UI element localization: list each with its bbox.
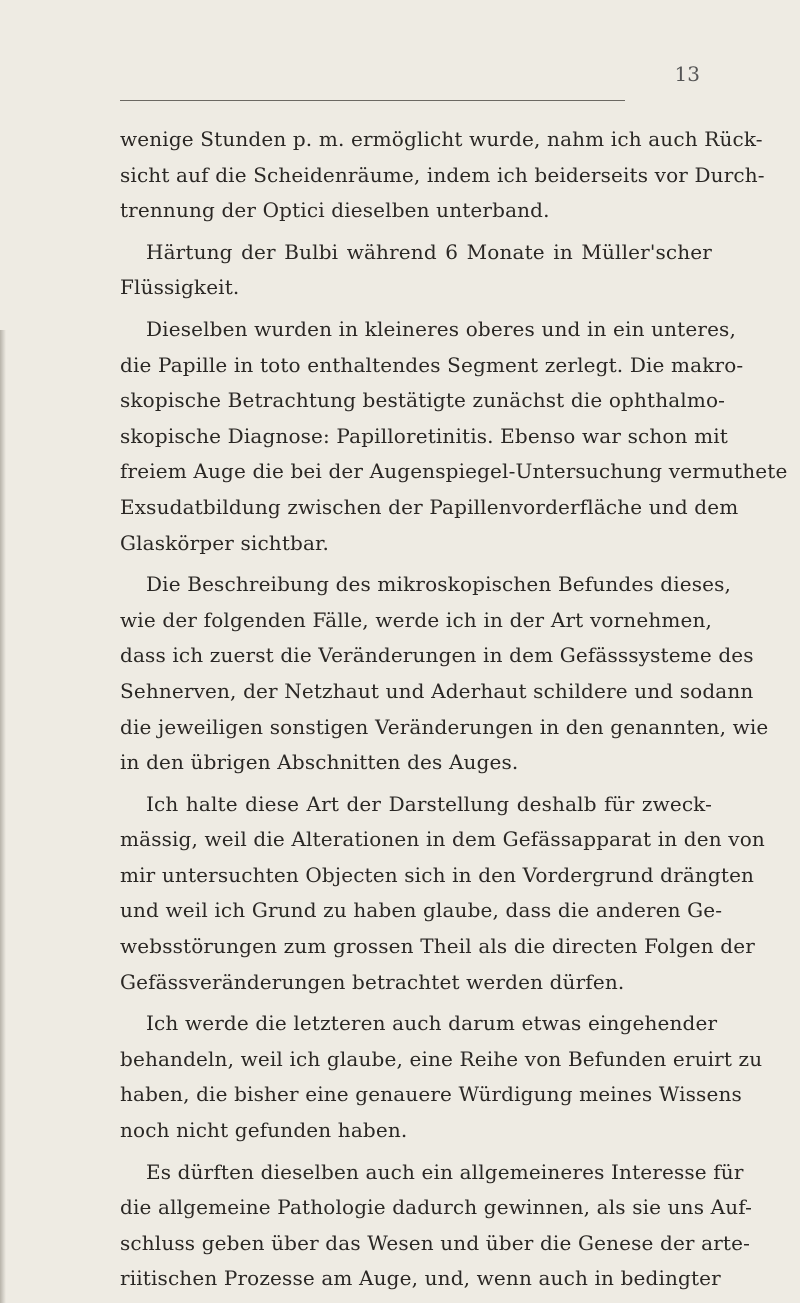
text-line: Flüssigkeit. xyxy=(120,275,240,300)
text-line: Härtung der Bulbi während 6 Monate in Müller'scher xyxy=(146,239,712,264)
text-line: Glaskörper sichtbar. xyxy=(120,530,330,555)
text-line: wie der folgenden Fälle, werde ich in der Art vornehmen, xyxy=(120,607,712,632)
text-line: mir untersuchten Objecten sich in den Vordergrund drängten xyxy=(120,862,755,887)
text-line: Ich halte diese Art der Darstellung deshalb für zweck- xyxy=(146,791,712,816)
body-text xyxy=(120,122,788,1297)
text-line: mässig, weil die Alterationen in dem Gefässapparat in den von xyxy=(120,827,765,852)
text-line: websstörungen zum grossen Theil als die directen Folgen der xyxy=(120,934,755,959)
text-line: Gefässveränderungen betrachtet werden dürfen. xyxy=(120,969,625,994)
text-line: dass ich zuerst die Veränderungen in dem Gefässsysteme des xyxy=(120,643,754,668)
text-line: behandeln, weil ich glaube, eine Reihe von Befunden eruirt zu xyxy=(120,1046,763,1071)
text-line: riitischen Prozesse am Auge, und, wenn auch in bedingter xyxy=(120,1266,721,1291)
text-line: Die Beschreibung des mikroskopischen Befundes dieses, xyxy=(146,572,732,597)
text-line: in den übrigen Abschnitten des Auges. xyxy=(120,750,519,775)
text-line: Exsudatbildung zwischen der Papillenvorderfläche und dem xyxy=(120,494,739,519)
text-line: Es dürften dieselben auch ein allgemeineres Interesse für xyxy=(146,1159,744,1184)
text-line: Ich werde die letzteren auch darum etwas eingehender xyxy=(146,1011,718,1036)
binding-shadow xyxy=(0,330,6,1303)
text-line: noch nicht gefunden haben. xyxy=(120,1118,408,1143)
text-line: Dieselben wurden in kleineres oberes und in ein unteres, xyxy=(146,316,736,341)
text-line: schluss geben über das Wesen und über die Genese der arte- xyxy=(120,1230,751,1255)
text-line: freiem Auge die bei der Augenspiegel-Untersuchung vermuthete xyxy=(120,459,788,484)
text-line: wenige Stunden p. m. ermöglicht wurde, nahm ich auch Rück- xyxy=(120,127,763,151)
header-rule xyxy=(120,100,625,101)
text-line: Sehnerven, der Netzhaut und Aderhaut schildere und sodann xyxy=(120,678,754,703)
text-line: sicht auf die Scheidenräume, indem ich beiderseits vor Durch- xyxy=(120,162,765,187)
text-line: die Papille in toto enthaltendes Segment zerlegt. Die makro- xyxy=(120,352,744,377)
text-line: skopische Betrachtung bestätigte zunächst die ophthalmo- xyxy=(120,388,726,413)
text-line: die jeweiligen sonstigen Veränderungen in den genannten, wie xyxy=(120,714,769,739)
text-line: die allgemeine Pathologie dadurch gewinnen, als sie uns Auf- xyxy=(120,1195,752,1220)
page-number: 13 xyxy=(674,62,700,86)
text-line: haben, die bisher eine genauere Würdigung meines Wissens xyxy=(120,1082,742,1107)
text-line: skopische Diagnose: Papilloretinitis. Ebenso war schon mit xyxy=(120,423,728,448)
text-line: trennung der Optici dieselben unterband. xyxy=(120,198,550,223)
text-line: und weil ich Grund zu haben glaube, dass die anderen Ge- xyxy=(120,898,723,923)
